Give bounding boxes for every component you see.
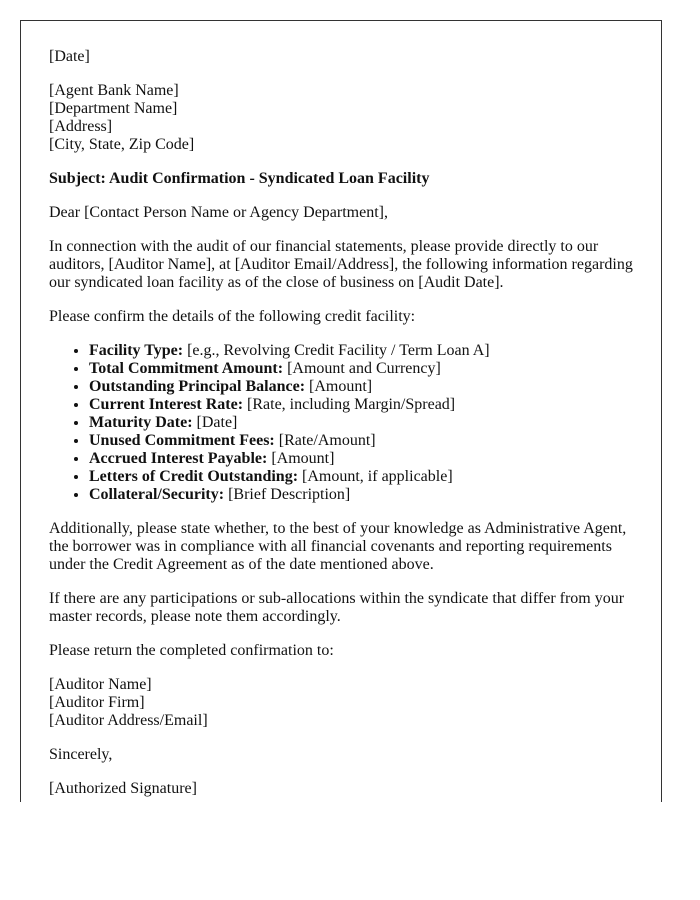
list-item <box>89 396 633 414</box>
item-label: Facility Type: <box>89 342 184 359</box>
list-item <box>89 378 633 396</box>
list-item <box>89 342 633 360</box>
item-value: [Rate/Amount] <box>274 432 376 449</box>
item-value: [Brief Description] <box>224 486 351 503</box>
list-item <box>89 432 633 450</box>
item-label: Maturity Date: <box>89 414 193 431</box>
list-item <box>89 360 633 378</box>
list-item <box>89 486 633 504</box>
item-label: Letters of Credit Outstanding: <box>89 468 299 485</box>
recipient-line: [City, State, Zip Code] <box>49 136 195 153</box>
item-label: Unused Commitment Fees: <box>89 432 275 449</box>
return-prompt: Please return the completed confirmation to: <box>49 642 334 659</box>
confirm-prompt: Please confirm the details of the following credit facility: <box>49 308 416 325</box>
intro-paragraph: In connection with the audit of our financial statements, please provide directly to our auditors, [Auditor Name], at [Auditor Email/Address], the following information regarding our syndicated loan facility as of the close of business on [Audit Date]. <box>49 238 633 291</box>
list-item <box>89 414 633 432</box>
compliance-paragraph: Additionally, please state whether, to the best of your knowledge as Administrative Agent, the borrower was in compliance with all financial covenants and reporting requirements under the Credit Agreement as of the date mentioned above. <box>49 520 627 573</box>
signature: [Authorized Signature] <box>49 780 197 797</box>
auditor-address <box>49 676 633 730</box>
list-item <box>89 468 633 486</box>
letter-date: [Date] <box>49 48 90 65</box>
recipient-line: [Address] <box>49 118 113 135</box>
auditor-line: [Auditor Address/Email] <box>49 712 208 729</box>
facility-details-list <box>49 342 633 504</box>
item-label: Collateral/Security: <box>89 486 225 503</box>
auditor-line: [Auditor Firm] <box>49 694 145 711</box>
auditor-line: [Auditor Name] <box>49 676 152 693</box>
subject-line: Subject: Audit Confirmation - Syndicated Loan Facility <box>49 170 430 187</box>
letter-page <box>20 20 662 802</box>
list-item <box>89 450 633 468</box>
item-label: Total Commitment Amount: <box>89 360 284 377</box>
recipient-line: [Department Name] <box>49 100 178 117</box>
item-label: Current Interest Rate: <box>89 396 244 413</box>
participations-paragraph: If there are any participations or sub-allocations within the syndicate that differ from your master records, please note them accordingly. <box>49 590 625 625</box>
item-value: [Amount] <box>305 378 373 395</box>
recipient-address <box>49 82 633 154</box>
salutation: Dear [Contact Person Name or Agency Department], <box>49 204 388 221</box>
item-label: Accrued Interest Payable: <box>89 450 268 467</box>
closing: Sincerely, <box>49 746 113 763</box>
item-value: [Amount] <box>267 450 335 467</box>
recipient-line: [Agent Bank Name] <box>49 82 179 99</box>
item-label: Outstanding Principal Balance: <box>89 378 306 395</box>
item-value: [Rate, including Margin/Spread] <box>243 396 456 413</box>
item-value: [e.g., Revolving Credit Facility / Term Loan A] <box>183 342 490 359</box>
item-value: [Amount, if applicable] <box>298 468 453 485</box>
item-value: [Amount and Currency] <box>283 360 441 377</box>
item-value: [Date] <box>192 414 238 431</box>
